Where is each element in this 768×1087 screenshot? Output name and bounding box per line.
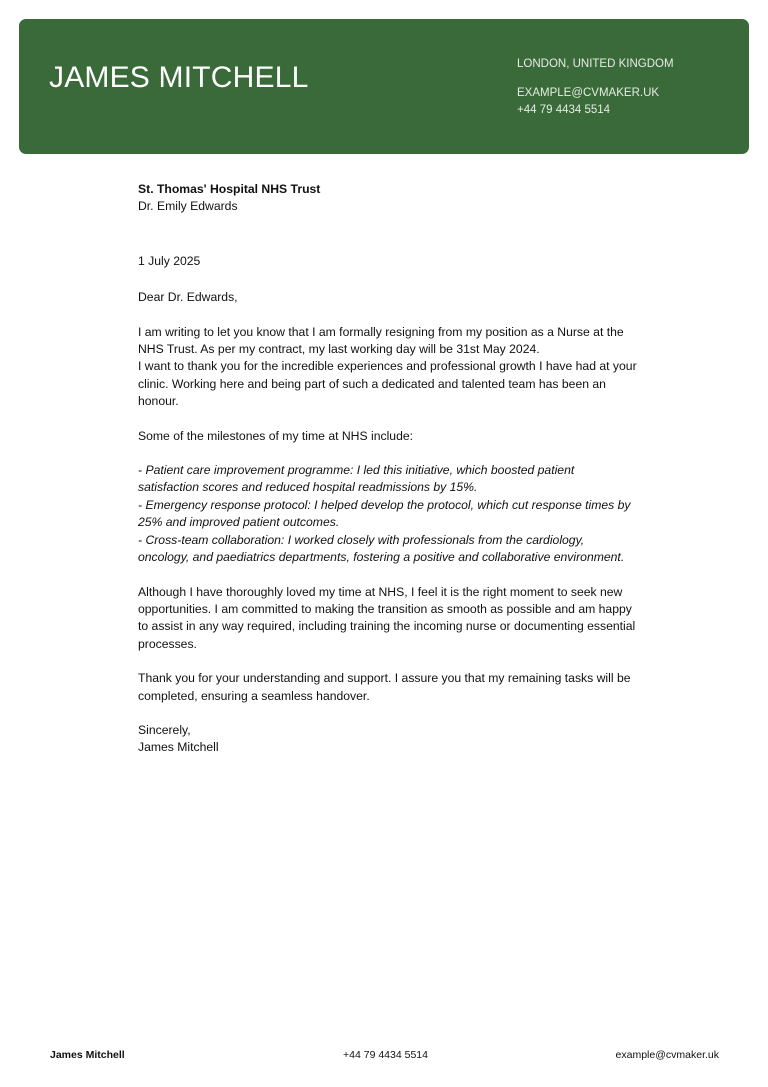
valediction: Sincerely,: [138, 722, 191, 737]
recipient-person: Dr. Emily Edwards: [138, 199, 238, 214]
paragraph-transition: Although I have thoroughly loved my time at NHS, I feel it is the right moment to seek new opportunities. I am committed to making the transition as smooth as possible and am happy to assist in any way required, including training the incoming nurse or documenting essential processes.: [138, 584, 636, 651]
salutation: Dear Dr. Edwards,: [138, 290, 238, 305]
header-contact-block: [517, 56, 674, 119]
milestone-item: - Patient care improvement programme: I led this initiative, which boosted patient satisfaction scores and reduced hospital readmissions by 15%.: [138, 463, 575, 495]
footer-email: example@cvmaker.uk: [615, 1049, 719, 1061]
header-phone: +44 79 4434 5514: [517, 104, 611, 116]
footer-phone: +44 79 4434 5514: [343, 1049, 428, 1061]
applicant-name: JAMES MITCHELL: [49, 61, 309, 94]
closing-block: [138, 722, 638, 757]
letter-body: [138, 181, 638, 757]
paragraph-thanks: Thank you for your understanding and support. I assure you that my remaining tasks will be completed, ensuring a seamless handover.: [138, 671, 631, 703]
paragraph-resignation-line2: I want to thank you for the incredible experiences and professional growth I have had at your clinic. Working here and being part of such a dedicated and talented team has been an honour.: [138, 359, 637, 409]
recipient-organization: St. Thomas' Hospital NHS Trust: [138, 182, 321, 196]
paragraph-resignation: [138, 324, 638, 411]
letter-date: 1 July 2025: [138, 253, 201, 268]
header-location: LONDON, UNITED KINGDOM: [517, 58, 674, 70]
milestones-intro: Some of the milestones of my time at NHS include:: [138, 428, 414, 443]
signature: James Mitchell: [138, 740, 219, 755]
header-banner: [19, 19, 749, 154]
header-email: EXAMPLE@CVMAKER.UK: [517, 87, 660, 99]
paragraph-resignation-line1: I am writing to let you know that I am formally resigning from my position as a Nurse at the NHS Trust. As per my contract, my last working day will be 31st May 2024.: [138, 324, 624, 357]
footer-name: James Mitchell: [50, 1049, 125, 1061]
header-contact-spacer: [517, 73, 674, 85]
milestone-item: - Emergency response protocol: I helped develop the protocol, which cut response times by 25% and improved patient outcomes.: [138, 497, 631, 530]
milestone-item: - Cross-team collaboration: I worked closely with professionals from the cardiology, oncology, and paediatrics departments, fostering a positive and collaborative environment.: [138, 532, 625, 565]
milestones-list: [138, 462, 638, 566]
